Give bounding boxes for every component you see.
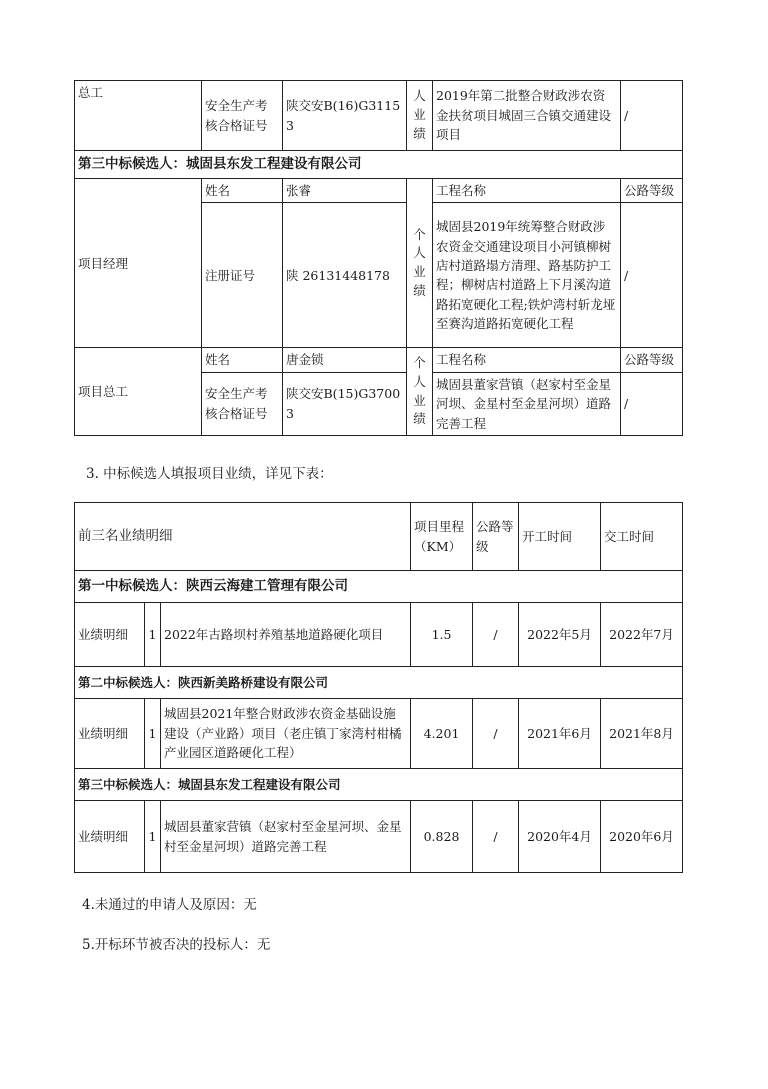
grade-header-cell: 公路等级 — [621, 179, 683, 203]
perf-label-cell: 个人业绩 — [407, 348, 433, 436]
performance-header-row — [75, 503, 683, 571]
performance-row — [75, 699, 683, 769]
section-5-text: 5.开标环节被否决的投标人：无 — [82, 937, 271, 953]
grade-cell: / — [621, 372, 683, 435]
chief-name-row — [75, 348, 683, 372]
candidate-2-header: 第二中标候选人：陕西新美路桥建设有限公司 — [75, 667, 683, 699]
row-index: 1 — [145, 699, 161, 769]
chief-role-cell: 项目总工 — [75, 348, 202, 436]
cert-value-cell: 陕交安B(15)G37003 — [283, 372, 407, 435]
grade-cell: / — [621, 81, 683, 151]
name-value-cell: 唐金锁 — [283, 348, 407, 372]
cert-label-cell: 安全生产考核合格证号 — [202, 372, 283, 435]
grade-value: / — [473, 801, 519, 873]
name-label-cell: 姓名 — [202, 179, 283, 203]
mileage-header: 项目里程（KM） — [411, 503, 473, 571]
mileage-value: 1.5 — [411, 603, 473, 667]
candidate-3-header: 第三中标候选人：城固县东发工程建设有限公司 — [75, 769, 683, 801]
personnel-table — [74, 80, 683, 436]
performance-table — [74, 502, 683, 873]
start-date: 2020年4月 — [519, 801, 601, 873]
section-3-heading: 3. 中标候选人填报项目业绩，详见下表： — [86, 466, 333, 482]
cert-value-cell: 陕 26131448178 — [283, 203, 407, 348]
project-header-cell: 工程名称 — [433, 348, 621, 372]
cert-label-cell: 安全生产考核合格证号 — [202, 81, 283, 151]
end-date: 2021年8月 — [601, 699, 683, 769]
mileage-value: 0.828 — [411, 801, 473, 873]
start-header: 开工时间 — [519, 503, 601, 571]
grade-value: / — [473, 603, 519, 667]
row-label: 业绩明细 — [75, 603, 145, 667]
project-name: 城固县董家营镇（赵家村至金星河坝、金星村至金星河坝）道路完善工程 — [161, 801, 411, 873]
grade-header: 公路等级 — [473, 503, 519, 571]
grade-value: / — [473, 699, 519, 769]
end-date: 2022年7月 — [601, 603, 683, 667]
row-index: 1 — [145, 801, 161, 873]
pm-role-cell: 项目经理 — [75, 179, 202, 348]
grade-header-cell: 公路等级 — [621, 348, 683, 372]
perf-label-cell: 个人业绩 — [407, 179, 433, 348]
perf-label-cell: 人业绩 — [407, 81, 433, 151]
section-4-text: 4.未通过的申请人及原因：无 — [82, 897, 257, 913]
row-index: 1 — [145, 603, 161, 667]
end-header: 交工时间 — [601, 503, 683, 571]
performance-row — [75, 801, 683, 873]
performance-row — [75, 603, 683, 667]
project-name: 2022年古路坝村养殖基地道路硬化项目 — [161, 603, 411, 667]
cert-label-cell: 注册证号 — [202, 203, 283, 348]
name-value-cell: 张睿 — [283, 179, 407, 203]
start-date: 2022年5月 — [519, 603, 601, 667]
row-label: 业绩明细 — [75, 699, 145, 769]
candidate-1-header: 第一中标候选人：陕西云海建工管理有限公司 — [75, 571, 683, 603]
project-header-cell: 工程名称 — [433, 179, 621, 203]
grade-cell: / — [621, 203, 683, 348]
mileage-value: 4.201 — [411, 699, 473, 769]
chief-engineer-row — [75, 81, 683, 151]
name-label-cell: 姓名 — [202, 348, 283, 372]
project-name: 城固县2021年整合财政涉农资金基础设施建设（产业路）项目（老庄镇丁家湾村柑橘产业园区道路硬化工程） — [161, 699, 411, 769]
row-label: 业绩明细 — [75, 801, 145, 873]
cert-value-cell: 陕交安B(16)G31153 — [283, 81, 407, 151]
project-cell: 城固县董家营镇（赵家村至金星河坝、金星村至金星河坝）道路完善工程 — [433, 372, 621, 435]
candidate-3-header: 第三中标候选人：城固县东发工程建设有限公司 — [75, 151, 683, 179]
project-cell: 城固县2019年统筹整合财政涉农资金交通建设项目小河镇柳树店村道路塌方清理、路基防护工程；柳树店村道路上下月溪沟道路拓宽硬化工程;铁炉湾村斩龙垭至赛沟道路拓宽硬化工程 — [433, 203, 621, 348]
project-cell: 2019年第二批整合财政涉农资金扶贫项目城固三合镇交通建设项目 — [433, 81, 621, 151]
end-date: 2020年6月 — [601, 801, 683, 873]
detail-header: 前三名业绩明细 — [75, 503, 411, 571]
role-cell: 总工 — [75, 81, 202, 151]
start-date: 2021年6月 — [519, 699, 601, 769]
pm-name-row — [75, 179, 683, 203]
